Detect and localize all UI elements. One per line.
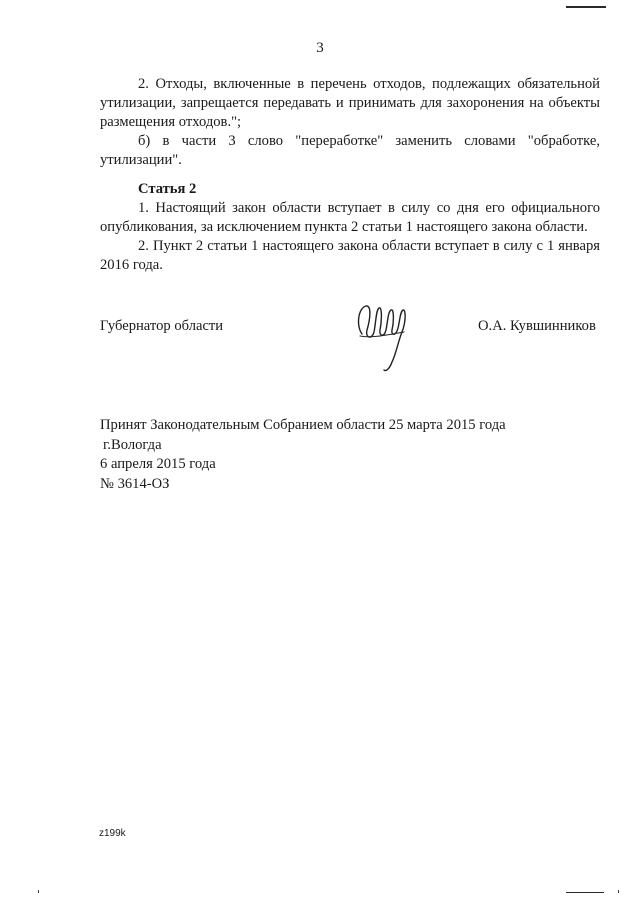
scan-edge-mark-bottom (566, 892, 604, 893)
page-number: 3 (316, 40, 324, 56)
scan-dot-left (38, 890, 39, 893)
paragraph-point-2-date: 2. Пункт 2 статьи 1 настоящего закона области вступает в силу с 1 января 2016 года. (100, 238, 600, 273)
adoption-date: 6 апреля 2015 года (100, 456, 216, 472)
adoption-city: г.Вологда (103, 436, 162, 453)
scan-dot-right (618, 890, 619, 893)
adoption-details (100, 416, 506, 494)
paragraph-part-3-change: б) в части 3 слово "переработке" заменить словами "обработке, утилизации". (100, 133, 600, 168)
handwritten-signature (352, 296, 416, 376)
signatory-name: О.А. Кувшинников (478, 318, 596, 334)
adoption-statement: Принят Законодательным Собранием области 25 марта 2015 года (100, 417, 506, 433)
paragraph-entry-into-force: 1. Настоящий закон области вступает в силу со дня его официального опубликования, за исключением пункта 2 статьи 1 настоящего закона области. (100, 200, 600, 235)
amendment-text (100, 75, 600, 170)
scan-edge-mark-top (566, 6, 606, 8)
law-number: № 3614-ОЗ (100, 475, 170, 492)
signatory-position: Губернатор области (100, 318, 224, 334)
paragraph-waste-disposal: 2. Отходы, включенные в перечень отходов, подлежащих обязательной утилизации, запрещается передавать и принимать для захоронения на объекты размещения отходов."; (100, 76, 600, 130)
article-2-title: Статья 2 (138, 181, 197, 197)
article-2-text (100, 199, 600, 275)
document-code-mark: z199k (99, 828, 126, 839)
